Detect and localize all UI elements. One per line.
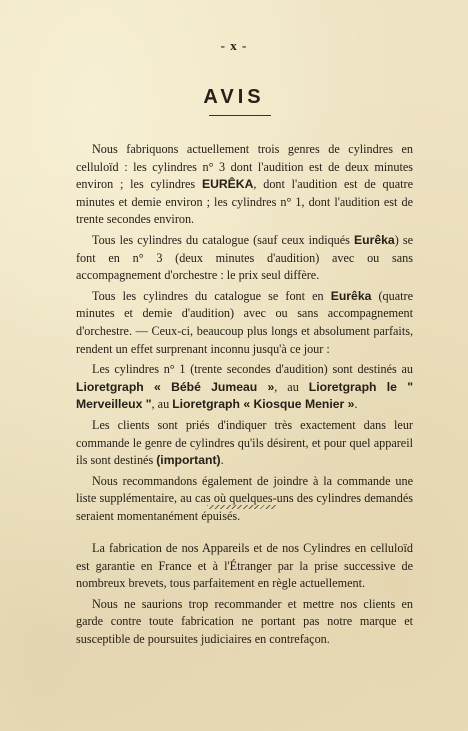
ornamental-divider [207,505,277,509]
brand-eureka: Eurêka [354,232,395,247]
paragraph-counterfeit-warning: Nous ne saurions trop recommander et mettre nos clients en garde contre toute fabrication ne portant pas notre marque et susceptible de poursuites judiciaires en contrefaçon. [76,596,413,646]
important-note: (important) [156,453,221,468]
brand-eureka: Eurêka [330,288,372,303]
paragraph-patents: La fabrication de nos Appareils et de nos Cylindres en celluloïd est garantie en France et à l'Étranger par la prise successive de nombreux brevets, tous parfaitement en règle actuellement. [76,541,413,591]
paragraph-cylinder-types: Nous fabriquons actuellement trois genres de cylindres en celluloïd : les cylindres n° 3 dont l'audition est de deux minutes environ ; les cylindres EURÊKA, dont l'audition est de quatre minutes et demie environ ; les cylindres n° 1, dont l'audition est de trente secondes environ. [76,142,414,227]
page-title: AVIS [203,86,265,108]
paragraph-catalogue-n3: Tous les cylindres du catalogue (sauf ceux indiqués Eurêka) se font en n° 3 (deux minutes d'audition) avec ou sans accompagnement d'orchestre : le prix seul diffère. [76,232,413,283]
patent-section [76,540,413,649]
page-number: - x - [220,38,248,53]
paragraph-ordering-instructions: Les clients sont priés d'indiquer très exactement dans leur commande le genre de cylindres qu'ils désirent, et pour quel appareil ils sont destinés (important). [76,417,413,468]
product-bebe-jumeau: Lioretgraph « Bébé Jumeau » [76,379,275,394]
paragraph-supplementary-list: Nous recommandons également de joindre à la commande une liste supplémentaire, au cas où quelques-uns des cylindres demandés seraient momentanément épuisés. [76,473,413,523]
paragraph-cylinders-n1: Les cylindres n° 1 (trente secondes d'audition) sont destinés au Lioretgraph « Bébé Jumeau », au Lioretgraph le " Merveilleux ", au Lioretgraph « Kiosque Menier ». [76,362,413,412]
notice-section [76,141,413,525]
product-kiosque-menier: Lioretgraph « Kiosque Menier » [172,397,355,412]
product-merveilleux: Lioretgraph le " Merveilleux " [76,379,413,412]
title-underline [209,115,271,116]
brand-eureka: EURÊKA [201,177,254,192]
paragraph-catalogue-eureka: Tous les cylindres du catalogue se font en Eurêka (quatre minutes et demie d'audition) avec ou sans accompagnement d'orchestre. — Ceux-ci, beaucoup plus longs et absolument parfaits, rendent un effet surprenant inconnu jusqu'à ce jour : [76,288,414,356]
